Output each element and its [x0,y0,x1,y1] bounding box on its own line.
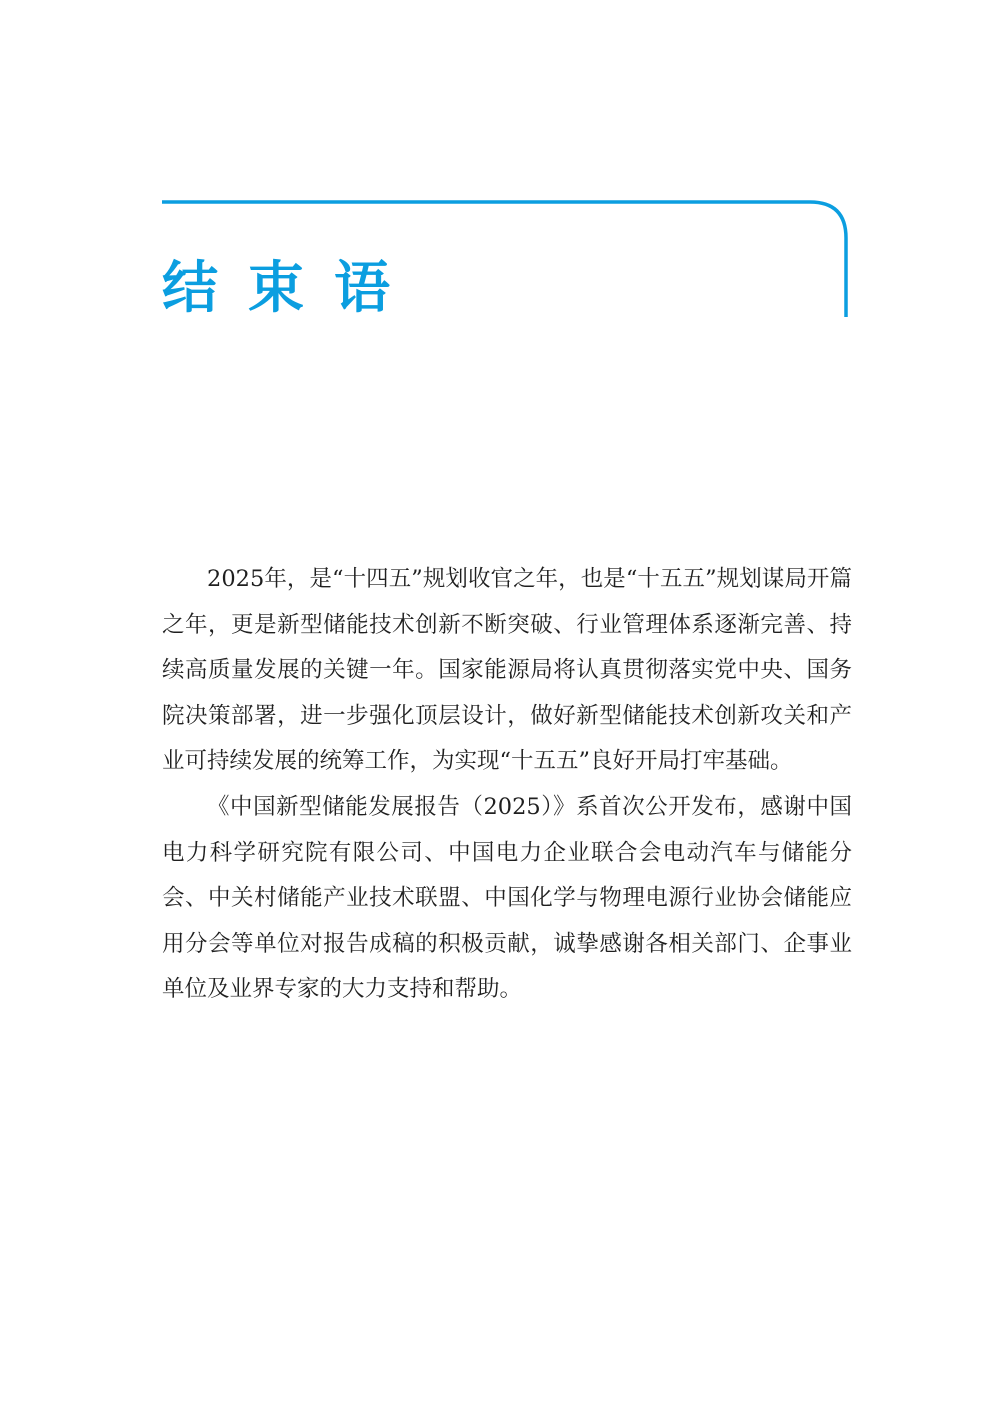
paragraph-1: 2025年，是“十四五”规划收官之年，也是“十五五”规划谋局开篇之年，更是新型储能技术创新不断突破、行业管理体系逐渐完善、持续高质量发展的关键一年。国家能源局将认真贯彻落实党中央、国务院决策部署，进一步强化顶层设计，做好新型储能技术创新攻关和产业可持续发展的统筹工作，为实现“十五五”良好开局打牢基础。 [162,566,852,775]
body-text [162,557,852,1013]
paragraph-2: 《中国新型储能发展报告（2025）》系首次公开发布，感谢中国电力科学研究院有限公司、中国电力企业联合会电动汽车与储能分会、中关村储能产业技术联盟、中国化学与物理电源行业协会储能应用分会等单位对报告成稿的积极贡献，诚挚感谢各相关部门、企事业单位及业界专家的大力支持和帮助。 [162,793,852,1003]
page-title: 结束语 [162,256,420,321]
